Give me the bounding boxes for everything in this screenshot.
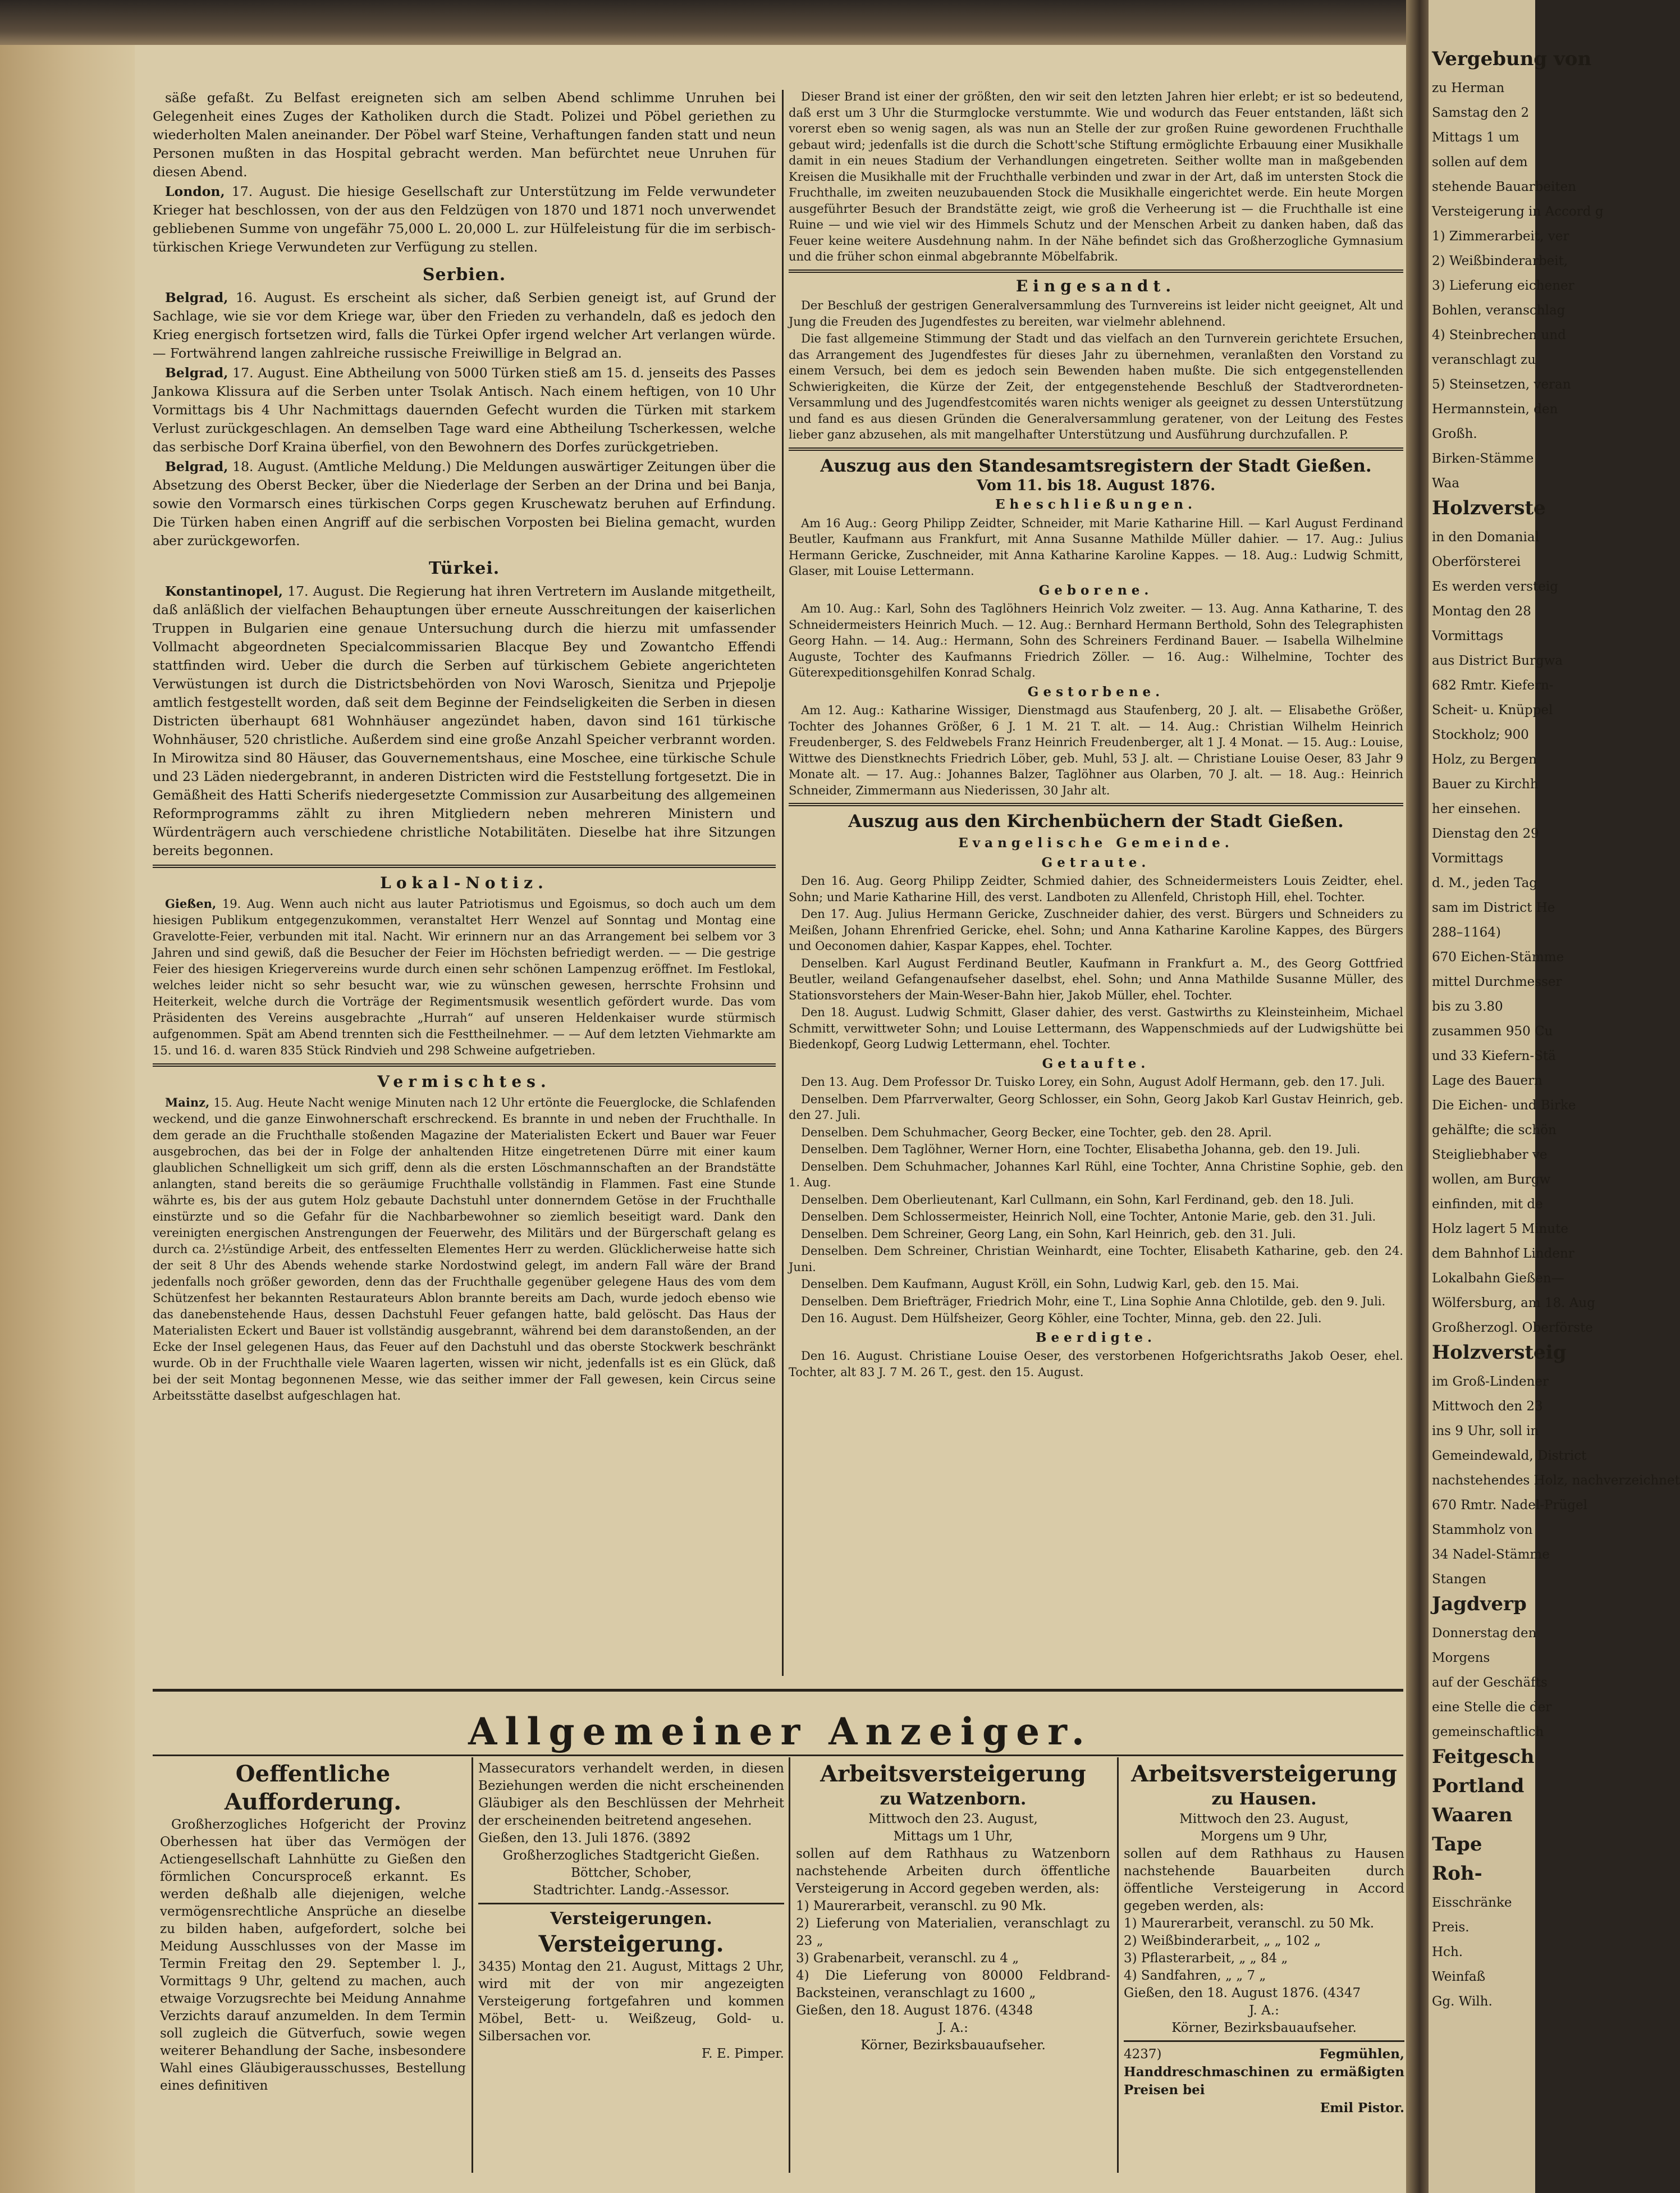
column-2 xyxy=(789,89,1403,1678)
divider xyxy=(789,447,1403,451)
dateline-london: London, xyxy=(165,184,225,199)
col1-p1: säße gefaßt. Zu Belfast ereigneten sich am selben Abend schlimme Unruhen bei Gelegenheit eines Zuges der Katholiken durch die Stadt. Polizei und Pöbel geriethen zu wiederholten Malen aneinander. Der Pöbel warf Steine, Verhaftungen fanden statt und neun Personen mußten in das Hospital gebracht werden. Man befürchtet neue Unruhen für diesen Abend. xyxy=(153,90,776,180)
page-gutter xyxy=(1406,0,1429,2193)
ad4-item: 3) Pflasterarbeit, „ „ 84 „ xyxy=(1124,1951,1288,1966)
geborene-text: Am 10. Aug.: Karl, Sohn des Taglöhners Heinrich Volz zweiter. — 13. Aug. Anna Katharine, T. des Schneidermeisters Heinrich Much. — 12. Aug.: Bernhard Hermann Berthold, Sohn des Telegraphisten Georg Hahn. — 14. Aug.: Hermann, Sohn des Schreiners Ferdinand Bauer. — Isabella Wilhelmine Auguste, Tochter des Kaufmanns Friedrich Zöller. — 16. Aug.: Wilhelmine, Tochter des Güterexpeditionsgehilfen Konrad Schalg. xyxy=(789,602,1403,679)
facing-page-line: 2) Weißbinderarbeit, xyxy=(1432,254,1568,268)
ad3-when1: Mittwoch den 23. August, xyxy=(868,1812,1038,1826)
getaufte-entry: Denselben. Dem Taglöhner, Werner Horn, eine Tochter, Elisabetha Johanna, geb. den 19. Juli. xyxy=(801,1143,1361,1156)
facing-page-line: Roh- xyxy=(1432,1862,1482,1885)
dateline-belgrad-16: Belgrad, xyxy=(165,290,228,305)
ad2-roles: Stadtrichter. Landg.-Assessor. xyxy=(533,1883,730,1898)
getaufte-entry: Denselben. Dem Pfarrverwalter, Georg Schlosser, ein Sohn, Georg Jakob Karl Gustav Heinrich, geb. den 27. Juli. xyxy=(789,1092,1403,1122)
anzeiger-rule-top xyxy=(153,1689,1403,1692)
facing-page-line: Vergebung von xyxy=(1432,48,1592,70)
ad1-text: Großherzogliches Hofgericht der Provinz Oberhessen hat über das Vermögen der Actiengesellschaft Lahnhütte zu Gießen den förmlichen Concursproceß erkannt. Es werden deßhalb alle diejenigen, welche vermögensrechtliche Ansprüche an dieselbe zu bilden haben, aufgefordert, solche bei Meidung Ausschlusses von der Masse im Termin Freitag den 29. September l. J., Vormittags 9 Uhr, geltend zu machen, auch etwaige Vorzugsrechte bei Meidung Annahme Verzichts darauf anzumelden. In dem Termin soll zugleich die Gütverfuch, sowie wegen weiterer Behandlung der Sache, insbesondere Wahl eines Gläubigerausschusses, Bestellung eines definitiven xyxy=(160,1817,466,2093)
divider xyxy=(153,865,776,868)
getaufte-entry: Den 16. August. Dem Hülfsheizer, Georg Köhler, eine Tochter, Minna, geb. den 22. Juli. xyxy=(801,1312,1322,1325)
ad-gerichtsbeschluss-versteigerung xyxy=(478,1760,784,2176)
kirchenbuecher-title: Auszug aus den Kirchenbüchern der Stadt Gießen. xyxy=(848,811,1344,831)
ad-divider xyxy=(789,1757,790,2173)
facing-page-line: d. M., jeden Tag xyxy=(1432,876,1538,890)
facing-page-line: Scheit- u. Knüppel xyxy=(1432,703,1553,718)
ad4-office: J. A.: xyxy=(1249,2003,1279,2018)
facing-page-line: Steigliebhaber ve xyxy=(1432,1148,1548,1162)
facing-page-line: 682 Rmtr. Kiefern- xyxy=(1432,678,1554,693)
divider xyxy=(789,269,1403,273)
ad3-sign: Körner, Bezirksbauaufseher. xyxy=(860,2038,1046,2053)
anzeiger-rule-bottom xyxy=(153,1755,1403,1756)
section-vermischtes: Vermischtes. xyxy=(377,1072,551,1091)
ad4-item: 4) Sandfahren, „ „ 7 „ xyxy=(1124,1968,1266,1983)
getaufte-entry: Denselben. Dem Kaufmann, August Kröll, ein Sohn, Ludwig Karl, geb. den 15. Mai. xyxy=(801,1277,1299,1291)
facing-page-line: 670 Rmtr. Nadel-Prügel xyxy=(1432,1498,1587,1513)
facing-page-line: Lage des Bauern xyxy=(1432,1073,1542,1088)
standesamt-title: Auszug aus den Standesamtsregistern der Stadt Gießen. xyxy=(820,455,1372,476)
facing-page-line: Montag den 28 xyxy=(1432,604,1531,619)
ad4-extra-sign: Emil Pistor. xyxy=(1320,2100,1404,2116)
col2-p1: Dieser Brand ist einer der größten, den wir seit den letzten Jahren hier erlebt; er ist so bedeutend, daß erst um 3 Uhr die Sturmglocke verstummte. Wie und wodurch das Feuer entstanden, läßt sich vorerst eben so wenig sagen, als was nun an Stelle der zur großen Ruine gewordenen Fruchthalle gebaut wird; jedenfalls ist die durch die Schott'sche Stiftung ermöglichte Erbauung einer Musikhalle damit in ein neues Stadium der Verhandlungen eingetreten. Seither wollte man in maßgebenden Kreisen die Musikhalle mit der Fruchthalle verbinden und zwar in der Art, daß im untersten Stock die Fruchthalle, im zweiten neuzubauenden Stock die Musikhalle eingerichtet werde. Ein heute Morgen ausgeführter Besuch der Brandstätte zeigt, wie groß die Verheerung ist — die Fruchthalle ist eine Ruine — und wie viel wir des Himmels Schutz und der Menschen Arbeit zu danken haben, daß das Feuer keine weitere Ausdehnung nahm. In der Nähe befindet sich das Großherzogliche Gymnasium und die früher schon einmal abgebrannte Möbelfabrik. xyxy=(789,90,1403,263)
facing-page-line: Holzversteig xyxy=(1432,1341,1567,1364)
facing-page-line: 288–1164) xyxy=(1432,925,1501,940)
facing-page-line: Jagdverp xyxy=(1432,1593,1527,1615)
facing-page-line: Holz lagert 5 Minute xyxy=(1432,1222,1568,1236)
column-divider xyxy=(782,90,784,1676)
getaufte-entry: Denselben. Dem Briefträger, Friedrich Mohr, eine T., Lina Sophie Anna Chlotilde, geb. den 9. Juli. xyxy=(801,1294,1386,1308)
ad3-place: zu Watzenborn. xyxy=(880,1789,1027,1809)
facing-page-line: sollen auf dem xyxy=(1432,155,1528,170)
evangelische-gemeinde: Evangelische Gemeinde. xyxy=(958,835,1234,851)
ad2-date: Gießen, den 13. Juli 1876. (3892 xyxy=(478,1831,691,1845)
col1-p3: 16. August. Es erscheint als sicher, daß Serbien geneigt ist, auf Grund der Sachlage, wie sie vor dem Kriege war, über den Frieden zu verhandeln, daß es jedoch den Krieg energisch fortsetzen wird, falls die Türkei Opfer irgend welcher Art verlangen würde. — Fortwährend langen zahlreiche russische Freiwillige in Belgrad an. xyxy=(153,290,776,361)
getaufte-entry: Denselben. Dem Oberlieutenant, Karl Cullmann, ein Sohn, Karl Ferdinand, geb. den 18. Juli. xyxy=(801,1193,1354,1207)
ad2-text: Massecurators verhandelt werden, in diesen Beziehungen werden die nicht erscheinenden Gläubiger als den Beschlüssen der Mehrheit der erscheinenden beitretend angesehen. xyxy=(478,1761,784,1828)
facing-page-line: Waa xyxy=(1432,476,1460,491)
ad3-date: Gießen, den 18. August 1876. (4348 xyxy=(796,2003,1033,2018)
getaufte-entry: Denselben. Dem Schreiner, Christian Weinhardt, eine Tochter, Elisabeth Katharine, geb. den 24. Juni. xyxy=(789,1244,1403,1274)
getraute-2: Den 17. Aug. Julius Hermann Gericke, Zuschneider dahier, des verst. Bürgers und Schneiders zu Meißen, Johann Ehrenfried Gericke, ehel. Sohn; und Anna Katharine Karoline Kappes, des Bürgers und Oeconomen dahier, Kaspar Kappes, ehel. Tochter. xyxy=(789,907,1403,953)
facing-page-line: Stammholz von xyxy=(1432,1523,1533,1537)
facing-page-line: Stangen xyxy=(1432,1572,1486,1587)
beerdigte-text: Den 16. August. Christiane Louise Oeser, des verstorbenen Hofgerichtsraths Jakob Oeser, ehel. Tochter, alt 83 J. 7 M. 26 T., gest. den 15. August. xyxy=(789,1349,1403,1379)
facing-page-line: 4) Steinbrechen und xyxy=(1432,328,1566,342)
facing-page-line: zu Herman xyxy=(1432,81,1505,95)
heading-gestorbene: Gestorbene. xyxy=(1027,684,1165,700)
top-shadow xyxy=(0,0,1535,45)
facing-page-line: ins 9 Uhr, soll in xyxy=(1432,1424,1539,1438)
ad3-office: J. A.: xyxy=(938,2021,968,2035)
dateline-belgrad-17: Belgrad, xyxy=(165,365,228,381)
facing-page-line: veranschlagt zu xyxy=(1432,353,1536,367)
facing-page-line: in den Domanial xyxy=(1432,530,1539,545)
getraute-4: Den 18. August. Ludwig Schmitt, Glaser dahier, des verst. Gastwirths zu Kleinsteinheim, Michael Schmitt, verwittweter Sohn; und Louise Lettermann, des Wappenschmieds auf der Ludwigshütte bei Biedenkopf, Georg Ludwig Lettermann, ehel. Tochter. xyxy=(789,1006,1403,1051)
section-tuerkei: Türkei. xyxy=(428,559,500,578)
ad2-title: Versteigerung. xyxy=(538,1931,724,1957)
facing-page-line: 34 Nadel-Stämme xyxy=(1432,1547,1550,1562)
facing-page-line: Großherzogl. Oberförste xyxy=(1432,1321,1593,1335)
ad-arbeitsversteigerung-hausen xyxy=(1124,1760,1404,2176)
getraute-3: Denselben. Karl August Ferdinand Beutler, Kaufmann in Frankfurt a. M., des Georg Gottfried Beutler, weiland Gefangenaufseher daselbst, ehel. Sohn; und Anna Mathilde Susanne Müller, des Stationsvorstehers der Main-Weser-Bahn hier, Jakob Müller, ehel. Tochter. xyxy=(789,956,1403,1002)
section-lokal-notiz: Lokal-Notiz. xyxy=(380,874,548,892)
facing-page-line: Es werden versteig xyxy=(1432,579,1558,594)
dateline-konstantinopel: Konstantinopel, xyxy=(165,583,283,599)
ad2-sign: F. E. Pimper. xyxy=(701,2046,784,2061)
facing-page-line: im Groß-Lindener xyxy=(1432,1374,1549,1389)
ad3-item: 1) Maurerarbeit, veranschl. zu 90 Mk. xyxy=(796,1899,1047,1913)
book-binding xyxy=(0,0,135,2193)
facing-page-line: mittel Durchmesser xyxy=(1432,975,1562,989)
ad3-item: 3) Grabenarbeit, veranschl. zu 4 „ xyxy=(796,1951,1019,1966)
dateline-belgrad-18: Belgrad, xyxy=(165,459,228,474)
eheschliessungen-text: Am 16 Aug.: Georg Philipp Zeidter, Schneider, mit Marie Katharine Hill. — Karl August Ferdinand Beutler, Kaufmann aus Frankfurt, mit Anna Susanne Mathilde Müller dahier. — 17. Aug.: Julius Hermann Gericke, Zuschneider, mit Anna Katharine Karoline Kappes. — 18. Aug.: Ludwig Schmitt, Glaser, mit Louise Lettermann. xyxy=(789,516,1403,578)
facing-page-line: Die Eichen- und Birke xyxy=(1432,1098,1576,1113)
col1-p6: 17. August. Die Regierung hat ihren Vertretern im Auslande mitgetheilt, daß anläßlich der vielfachen Behauptungen über erneute Ausschreitungen der kaiserlichen Truppen in Bulgarien eine genaue Untersuchung durch die hierzu mit umfassender Vollmacht abgeordneten Specialcommissarien Blacque Bey und Zowantcho Effendi stattfinden wird. Ueber die durch die Serben auf türkischem Gebiete angerichteten Verwüstungen ist durch die Districtsbehörden von Novi Warosch, Sienitza und Prjepolje amtlich festgestellt worden, daß seit dem Beginne der Feindseligkeiten die Serben in diesen Districten überhaupt 681 Wohnhäuser angezündet haben, davon sind 161 türkische Wohnhäuser, 520 christliche. Außerdem sind eine große Anzahl Speicher verbrannt worden. In Mirowitza sind 80 Häuser, das Gouvernementshaus, eine Moschee, eine türkische Schule und 23 Läden niedergebrannt, in anderen Districten wird die Feststellung fortgesetzt. Die in Gemäßheit des Hatti Scherifs niedergesetzte Commission zur Ausarbeitung des allgemeinen Reformprogramms zählt zu ihren Mitgliedern neben mehreren Ministern und Würdenträgern auch verschiedene christliche Notabilitäten. Dieselbe hat ihre Sitzungen bereits begonnen. xyxy=(153,583,776,858)
facing-page-line: Lokalbahn Gießen— xyxy=(1432,1271,1564,1286)
facing-page-line: Portland xyxy=(1432,1775,1525,1797)
ad4-extra-num: 4237) xyxy=(1124,2047,1162,2062)
facing-page-line: Hch. xyxy=(1432,1945,1463,1959)
ad2-names: Böttcher, Schober, xyxy=(570,1866,692,1880)
col1-p4: 17. August. Eine Abtheilung von 5000 Türken stieß am 15. d. jenseits des Passes Jankowa Klissura auf die Serben unter Tsolak Antisch. Nach einem heftigen, von 10 Uhr Vormittags bis 4 Uhr Nachmittags dauernden Gefecht wurden die Türken mit starkem Verlust zurückgeschlagen. An demselben Tage ward eine Abtheilung Tscherkessen, welche das serbische Dorf Kraina überfiel, von den Bewohnern des Dorfes zurückgetrieben. xyxy=(153,365,776,455)
ad2-body: Montag den 21. August, Mittags 2 Uhr, wird mit der von mir angezeigten Versteigerung fortgefahren und kommen Möbel, Bett- u. Weißzeug, Gold- u. Silbersachen vor. xyxy=(478,1959,784,2044)
ad3-item: 2) Lieferung von Materialien, veranschlagt zu 23 „ xyxy=(796,1916,1110,1948)
facing-page-line: Mittwoch den 23 xyxy=(1432,1399,1543,1414)
facing-page-line: Waaren xyxy=(1432,1804,1513,1826)
gestorbene-text: Am 12. Aug.: Katharine Wissiger, Dienstmagd aus Staufenberg, 20 J. alt. — Elisabethe Größer, Tochter des Johannes Größer, 6 J. 1 M. 21 T. alt. — 14. Aug.: Christian Wilhelm Heinrich Freudenberger, S. des Feldwebels Franz Heinrich Freudenberger, alt 1 J. 4 Monat. — 15. Aug.: Louise, Wittwe des Dienstknechts Friedrich Löber, geb. Muhl, 53 J. alt. — Christiane Louise Oeser, 83 Jahr 9 Monate alt. — 17. Aug.: Johannes Balzer, Taglöhner aus Olarben, 70 J. alt. — 18. Aug.: Heinrich Schneider, Zimmermann aus Niederissen, 30 Jahr alt. xyxy=(789,703,1403,797)
facing-page-line: Birken-Stämme xyxy=(1432,451,1534,466)
col1-p5: 18. August. (Amtliche Meldung.) Die Meldungen auswärtiger Zeitungen über die Absetzung des Oberst Becker, über die Niederlage der Serben an der Drina und bei Banja, sowie den Vormarsch eines türkischen Corps gegen Kruschewatz beruhen auf Erfindung. Die Türken haben einen Angriff auf die serbischen Vorposten bei Bielina gemacht, wurden aber zurückgeworfen. xyxy=(153,459,776,549)
ad4-item: 1) Maurerarbeit, veranschl. zu 50 Mk. xyxy=(1124,1916,1375,1931)
ad4-when2: Morgens um 9 Uhr, xyxy=(1200,1829,1328,1844)
facing-page-line: auf der Geschäfts xyxy=(1432,1675,1548,1690)
ad3-title: Arbeitsversteigerung xyxy=(820,1761,1086,1787)
ad4-when1: Mittwoch den 23. August, xyxy=(1179,1812,1349,1826)
getaufte-entry: Denselben. Dem Schreiner, Georg Lang, ein Sohn, Karl Heinrich, geb. den 31. Juli. xyxy=(801,1227,1296,1241)
ad4-date: Gießen, den 18. August 1876. (4347 xyxy=(1124,1986,1361,2000)
facing-page-line: stehende Bauarbeiten xyxy=(1432,180,1577,194)
ad4-item: 2) Weißbinderarbeit, „ „ 102 „ xyxy=(1124,1934,1321,1948)
facing-page-line: wollen, am Burgw xyxy=(1432,1172,1551,1187)
facing-page-line: Wölfersburg, am 18. Aug xyxy=(1432,1296,1595,1310)
facing-page-line: sam im District He xyxy=(1432,901,1555,915)
column-1 xyxy=(153,89,776,1678)
facing-page-line: Vormittags xyxy=(1432,629,1504,643)
getaufte-entry: Denselben. Dem Schlossermeister, Heinrich Noll, eine Tochter, Antonie Marie, geb. den 31. Juli. xyxy=(801,1210,1376,1223)
heading-eheschliessungen: Eheschließungen. xyxy=(995,497,1197,512)
dateline-giessen: Gießen, xyxy=(165,897,217,911)
heading-getaufte: Getaufte. xyxy=(1042,1056,1150,1071)
ad4-place: zu Hausen. xyxy=(1211,1789,1317,1809)
col1-p2: 17. August. Die hiesige Gesellschaft zur Unterstützung im Felde verwundeter Krieger hat beschlossen, von der aus den Feldzügen von 1870 und 1871 noch unverwendet gebliebenen Summe von ungefähr 75,000 L. 20,000 L. zur Hülfeleistung für die im serbisch-türkischen Kriege Verwundeten zur Verfügung zu stellen. xyxy=(153,184,776,255)
ad2-num: 3435) xyxy=(478,1959,516,1974)
facing-page-line: eine Stelle die der xyxy=(1432,1700,1552,1715)
getraute-1: Den 16. Aug. Georg Philipp Zeidter, Schmied dahier, des Schneidermeisters Louis Zeidter, ehel. Sohn; und Marie Katharine Hill, des verst. Landboten zu Allenfeld, Christoph Hill, ehel. Tochter. xyxy=(789,874,1403,904)
facing-page-line: her einsehen. xyxy=(1432,802,1521,816)
facing-page-line: Großh. xyxy=(1432,427,1477,441)
facing-page-line: Holz, zu Bergen xyxy=(1432,752,1537,767)
facing-page-line: Vormittags xyxy=(1432,851,1504,866)
heading-geborene: Geborene. xyxy=(1038,582,1153,598)
dateline-mainz: Mainz, xyxy=(165,1095,210,1109)
ad4-body: sollen auf dem Rathhaus zu Hausen nachstehende Bauarbeiten durch öffentliche Versteigerung in Accord gegeben werden, als: xyxy=(1124,1847,1404,1913)
facing-page-edge xyxy=(1429,0,1680,2193)
facing-page-line: Bauer zu Kirchh xyxy=(1432,777,1539,792)
ad4-title: Arbeitsversteigerung xyxy=(1131,1761,1397,1787)
ad3-body: sollen auf dem Rathhaus zu Watzenborn nachstehende Arbeiten durch öffentliche Versteigerung in Accord gegeben werden, als: xyxy=(796,1847,1110,1896)
facing-page-line: Eisschränke xyxy=(1432,1895,1512,1910)
anzeiger-title: Allgemeiner Anzeiger. xyxy=(468,1710,1092,1753)
ad-divider xyxy=(472,1757,473,2173)
ad2-court: Großherzogliches Stadtgericht Gießen. xyxy=(502,1848,760,1863)
facing-page-line: Morgens xyxy=(1432,1651,1490,1665)
facing-page-line: bis zu 3.80 xyxy=(1432,999,1503,1014)
facing-page-line: Oberförsterei xyxy=(1432,555,1521,569)
ad4-sign: Körner, Bezirksbauaufseher. xyxy=(1171,2021,1357,2035)
facing-page-line: 670 Eichen-Stämme xyxy=(1432,950,1564,965)
ad-arbeitsversteigerung-watzenborn xyxy=(796,1760,1110,2176)
facing-page-line: Weinfaß xyxy=(1432,1970,1486,1984)
facing-page-line: Samstag den 2 xyxy=(1432,106,1530,120)
facing-page-line: Dienstag den 29 xyxy=(1432,826,1539,841)
facing-page-line: Mittags 1 um xyxy=(1432,130,1519,145)
divider xyxy=(1124,2040,1404,2042)
getaufte-entry: Den 13. Aug. Dem Professor Dr. Tuisko Lorey, ein Sohn, August Adolf Hermann, geb. den 17. Juli. xyxy=(801,1075,1385,1089)
ad2-sub: Versteigerungen. xyxy=(550,1909,712,1929)
facing-page-line: Holzverste xyxy=(1432,497,1546,519)
col1-p8: 15. Aug. Heute Nacht wenige Minuten nach 12 Uhr ertönte die Feuerglocke, die Schlafenden weckend, und die ganze Einwohnerschaft erschreckend. Es brannte in und neben der Fruchthalle. In dem gerade an die Fruchthalle stoßenden Magazine der Materialisten Eckert und Bauer war Feuer ausgebrochen, das bei der in Folge der anhaltenden Hitze eingetretenen Dürre mit einer kaum glaublichen Schnelligkeit um sich griff, denn als die ersten Löschmannschaften an der Brandstätte anlangten, stand bereits die so geräumige Fruchthalle vollständig in Flammen. Fast eine Stunde währte es, bis der aus gutem Holz gebaute Dachstuhl unter donnerndem Getöse in der Fruchthalle einstürzte und so die Gefahr für die Nachbarbewohner so ziemlich beseitigt ward. Dank den vereinigten energischen Anstrengungen der Feuerwehr, des Militärs und der Bürgerschaft gelang es durch ca. 2½stündige Arbeit, des entfesselten Elementes Herr zu werden. Glücklicherweise hatte sich der seit 8 Uhr des Abends wehende starke Nordostwind gelegt, im andern Fall wäre der Brand jedenfalls noch größer geworden, denn das der Fruchthalle gegenüber gelegene Haus des vom dem Schützenfest her bekannten Restaurateurs Ablon brannte bereits am Dach, wurde jedoch ebenso wie das danebenstehende Haus, dessen Dachstuhl Feuer gefangen hatte, bald gelöscht. Das Haus der Materialisten Eckert und Bauer ist vollständig ausgebrannt, während bei dem daranstoßenden, an der Ecke der Insel gelegenen Haus, das Feuer auf den Dachstuhl und das oberste Stockwerk beschränkt wurde. Ob in der Fruchthalle viele Waaren lagerten, wissen wir nicht, jedenfalls ist es ein Glück, daß bei der seit Montag begonnenen Messe, wie das seither immer der Fall gewesen, kein Circus seine Arbeitsstätte daselbst aufgeschlagen hat. xyxy=(153,1096,776,1402)
facing-page-line: Bohlen, veranschlag xyxy=(1432,303,1565,318)
getaufte-entry: Denselben. Dem Schuhmacher, Johannes Karl Rühl, eine Tochter, Anna Christine Sophie, geb. den 1. Aug. xyxy=(789,1159,1403,1189)
facing-page-line: Preis. xyxy=(1432,1920,1470,1935)
facing-page-line: gemeinschaftlich xyxy=(1432,1725,1544,1739)
heading-getraute: Getraute. xyxy=(1041,855,1151,870)
facing-page-line: einfinden, mit de xyxy=(1432,1197,1543,1212)
facing-page-line: 1) Zimmerarbeit, ver xyxy=(1432,229,1569,244)
facing-page-line: Hermannstein, den xyxy=(1432,402,1558,417)
heading-beerdigte: Beerdigte. xyxy=(1036,1329,1156,1345)
facing-page-line: Tape xyxy=(1432,1833,1482,1856)
divider xyxy=(789,803,1403,806)
ad-oeffentliche-aufforderung xyxy=(160,1760,466,2176)
facing-page-line: gehälfte; die schön xyxy=(1432,1123,1557,1137)
facing-page-line: 5) Steinsetzen, veran xyxy=(1432,377,1571,392)
facing-page-line: dem Bahnhof Lindenr xyxy=(1432,1246,1574,1261)
facing-page-line: Versteigerung in Accord g xyxy=(1432,204,1604,219)
divider xyxy=(153,1063,776,1067)
section-eingesandt: Eingesandt. xyxy=(1015,276,1177,295)
facing-page-line: Gg. Wilh. xyxy=(1432,1994,1493,2009)
facing-page-line: nachstehendes Holz, nachverzeichnet xyxy=(1432,1473,1680,1488)
facing-page-line: 3) Lieferung eichener xyxy=(1432,278,1574,293)
ad1-title: Oeffentliche Aufforderung. xyxy=(224,1761,402,1815)
ad3-when2: Mittags um 1 Uhr, xyxy=(893,1829,1013,1844)
getaufte-entry: Denselben. Dem Schuhmacher, Georg Becker, eine Tochter, geb. den 28. April. xyxy=(801,1125,1272,1139)
ad3-item: 4) Die Lieferung von 80000 Feldbrand-Backsteinen, veranschlagt zu 1600 „ xyxy=(796,1968,1110,2000)
facing-page-line: Donnerstag den xyxy=(1432,1626,1537,1641)
standesamt-period: Vom 11. bis 18. August 1876. xyxy=(976,477,1216,494)
col2-p3: Die fast allgemeine Stimmung der Stadt und das vielfach an den Turnverein gerichtete Ersuchen, das Arrangement des Jugendfestes für dieses Jahr zu übernehmen, veranlaßten den Vorstand zu einem Versuch, bei dem es jedoch sein Bewenden haben mußte. Die sich entgegenstellenden Schwierigkeiten, die Kürze der Zeit, der entgegenstehende Beschluß der Stadtverordneten-Versammlung und des Jugendfestcomités waren nichts weniger als geeignet zu dessen Unterstützung und fand es aus diesen Gründen die Generalversammlung geratener, von der Leitung des Festes lieber ganz abzusehen, als mit mangelhafter Unterstützung und Ausführung durchzufallen. P. xyxy=(789,332,1403,441)
facing-page-line: Gemeindewald, District xyxy=(1432,1449,1587,1463)
col2-p2: Der Beschluß der gestrigen Generalversammlung des Turnvereins ist leider nicht geeignet, Alt und Jung die Freuden des Jugendfestes zu bereiten, war vielmehr ablehnend. xyxy=(789,299,1403,328)
facing-page-line: und 33 Kiefern-Stä xyxy=(1432,1049,1556,1063)
col1-p7: 19. Aug. Wenn auch nicht aus lauter Patriotismus und Egoismus, so doch auch um dem hiesigen Publikum entgegenzukommen, veranstaltet Herr Wenzel auf Sonntag und Montag eine Gravelotte-Feier, verbunden mit ital. Nacht. Wir erinnern nur an das Arrangement bei selbem vor 3 Jahren und sind gewiß, daß die Besucher der Feier im Höchsten befriedigt werden. — — Die gestrige Feier des hiesigen Kriegervereins wurde durch einen sehr schönen Lampenzug eröffnet. Im Festlokal, welches leider nicht so sehr besucht war, wie zu wünschen gewesen, herrschte Frohsinn und Heiterkeit, welche durch die Vorträge der Regimentsmusik wesentlich gefördert wurde. Das vom Präsidenten des Vereins ausgebrachte „Hurrah“ auf unseren Heldenkaiser wurde stürmisch aufgenommen. Spät am Abend trennten sich die Festtheilnehmer. — — Auf dem letzten Viehmarkte am 15. und 16. d. waren 835 Stück Rindvieh und 298 Schweine aufgetrieben. xyxy=(153,897,776,1057)
section-serbien: Serbien. xyxy=(422,265,506,285)
facing-page-line: Stockholz; 900 xyxy=(1432,728,1529,742)
facing-page-line: aus District Burgwa xyxy=(1432,654,1563,668)
divider xyxy=(478,1903,784,1904)
ad-divider xyxy=(1117,1757,1119,2173)
ad4-extra: Fegmühlen, Handdreschmaschinen zu ermäßigten Preisen bei xyxy=(1124,2046,1404,2098)
facing-page-line: Feitgesch xyxy=(1432,1746,1535,1768)
facing-page-line: zusammen 950 Cu xyxy=(1432,1024,1553,1039)
